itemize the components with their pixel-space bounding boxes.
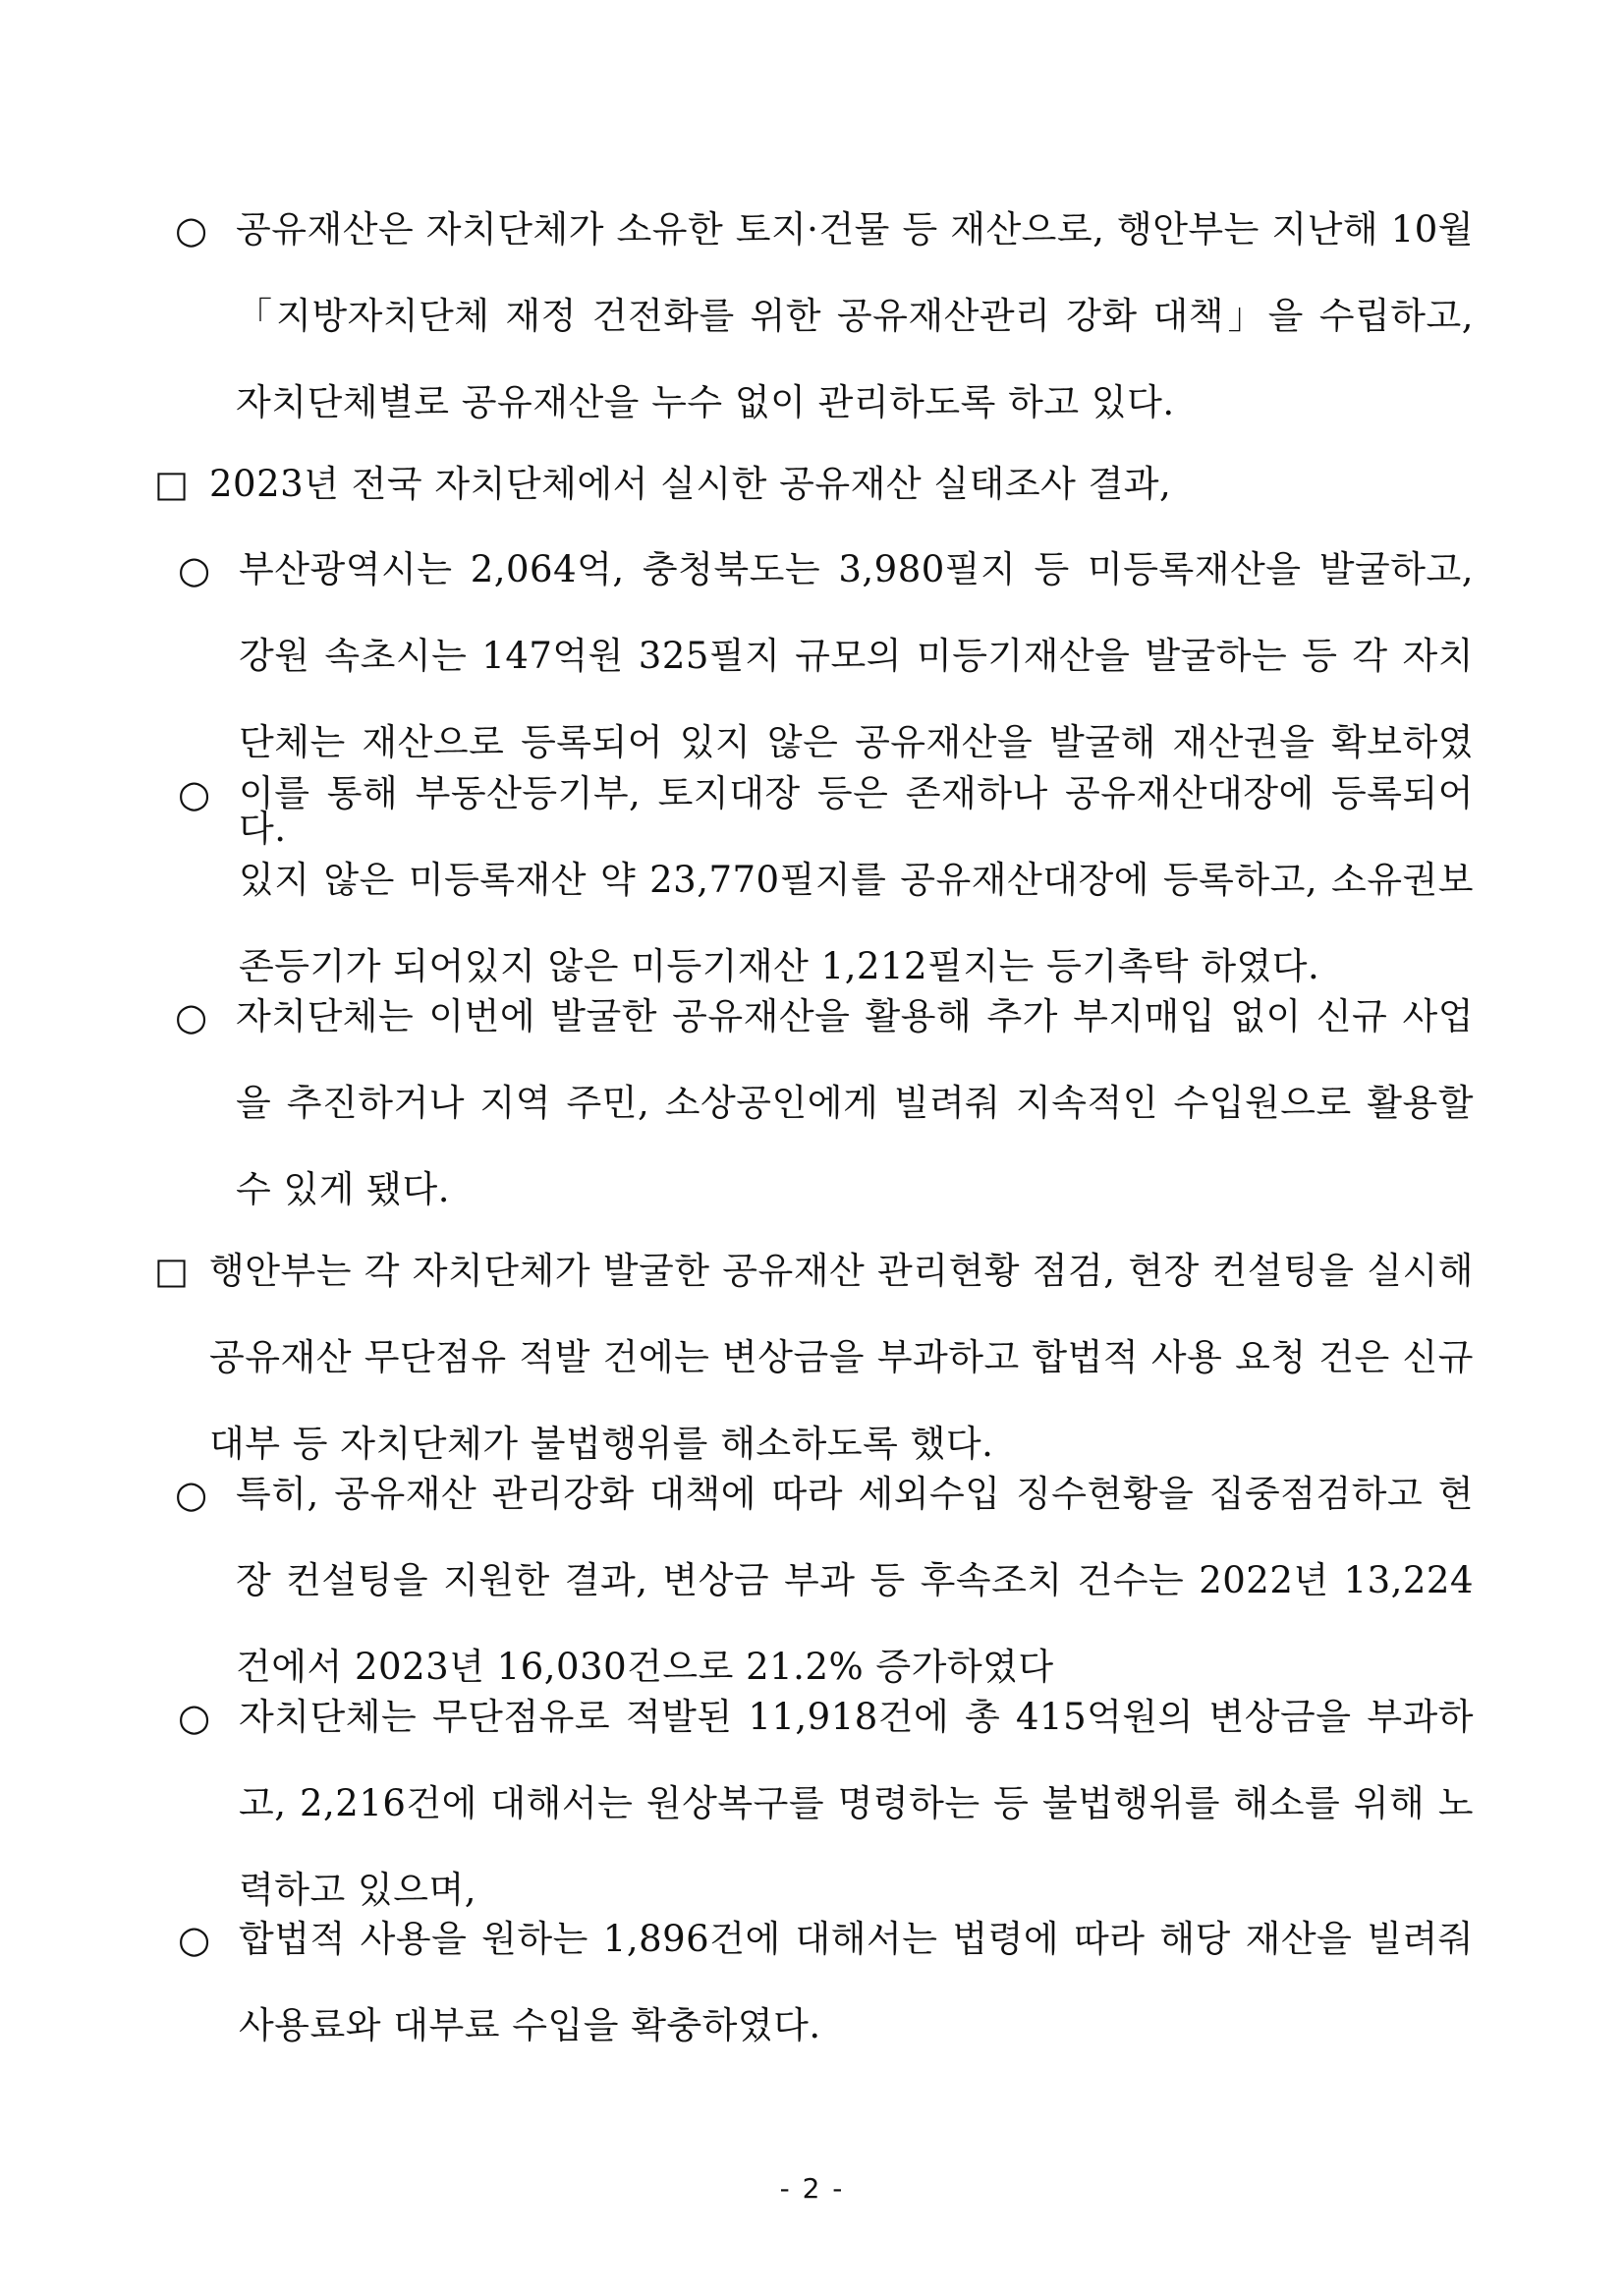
paragraph-text: 공유재산은 자치단체가 소유한 토지·건물 등 재산으로, 행안부는 지난해 10월 「지방자치단체 재정 건전화를 위한 공유재산관리 강화 대책」을 수립하고, 자치단체별로 공유재산을 누수 없이 관리하도록 하고 있다. [236,208,1474,423]
paragraph-text: 행안부는 각 자치단체가 발굴한 공유재산 관리현황 점검, 현장 컨설팅을 실시해 공유재산 무단점유 적발 건에는 변상금을 부과하고 합법적 사용 요청 건은 신규 대부 등 자치단체가 불법행위를 해소하도록 했다. [209,1250,1474,1465]
paragraph-text: 자치단체는 무단점유로 적발된 11,918건에 총 415억원의 변상금을 부과하고, 2,216건에 대해서는 원상복구를 명령하는 등 불법행위를 해소를 위해 노력하고 있으며, [239,1696,1474,1911]
paragraph-5 [175,974,1474,1233]
circle-bullet: ○ [178,1696,211,1739]
paragraph-text: 이를 통해 부동산등기부, 토지대장 등은 존재하나 공유재산대장에 등록되어 있지 않은 미등록재산 약 23,770필지를 공유재산대장에 등록하고, 소유권보존등기가 되어있지 않은 미등기재산 1,212필지는 등기촉탁 하였다. [239,772,1474,987]
square-bullet: □ [154,1250,190,1292]
paragraph-4 [178,751,1474,1010]
circle-bullet: ○ [175,995,208,1038]
paragraph-1 [175,187,1474,446]
paragraph-9 [178,1896,1474,2069]
circle-bullet: ○ [178,1918,211,1961]
circle-bullet: ○ [178,548,211,591]
paragraph-8 [178,1674,1474,1933]
paragraph-text: 2023년 전국 자치단체에서 실시한 공유재산 실태조사 결과, [209,463,1172,505]
paragraph-text: 특히, 공유재산 관리강화 대책에 따라 세외수입 징수현황을 집중점검하고 현장 컨설팅을 지원한 결과, 변상금 부과 등 후속조치 건수는 2022년 13,224건에서 2023년 16,030건으로 21.2% 증가하였다 [236,1473,1474,1688]
paragraph-text: 부산광역시는 2,064억, 충청북도는 3,980필지 등 미등록재산을 발굴하고, 강원 속초시는 147억원 325필지 규모의 미등기재산을 발굴하는 등 각 자치단체는 재산으로 등록되어 있지 않은 공유재산을 발굴해 재산권을 확보하였다. [239,548,1474,850]
circle-bullet: ○ [175,208,208,252]
paragraph-7 [175,1451,1474,1710]
paragraph-2 [154,441,1474,528]
square-bullet: □ [154,463,190,505]
page-number: - 2 - [779,2172,845,2205]
paragraph-6 [154,1228,1474,1487]
paragraph-text: 자치단체는 이번에 발굴한 공유재산을 활용해 추가 부지매입 없이 신규 사업을 추진하거나 지역 주민, 소상공인에게 빌려줘 지속적인 수입원으로 활용할 수 있게 됐다. [236,995,1474,1210]
circle-bullet: ○ [175,1473,208,1516]
paragraph-text: 합법적 사용을 원하는 1,896건에 대해서는 법령에 따라 해당 재산을 빌려줘 사용료와 대부료 수입을 확충하였다. [239,1918,1474,2046]
circle-bullet: ○ [178,772,211,815]
